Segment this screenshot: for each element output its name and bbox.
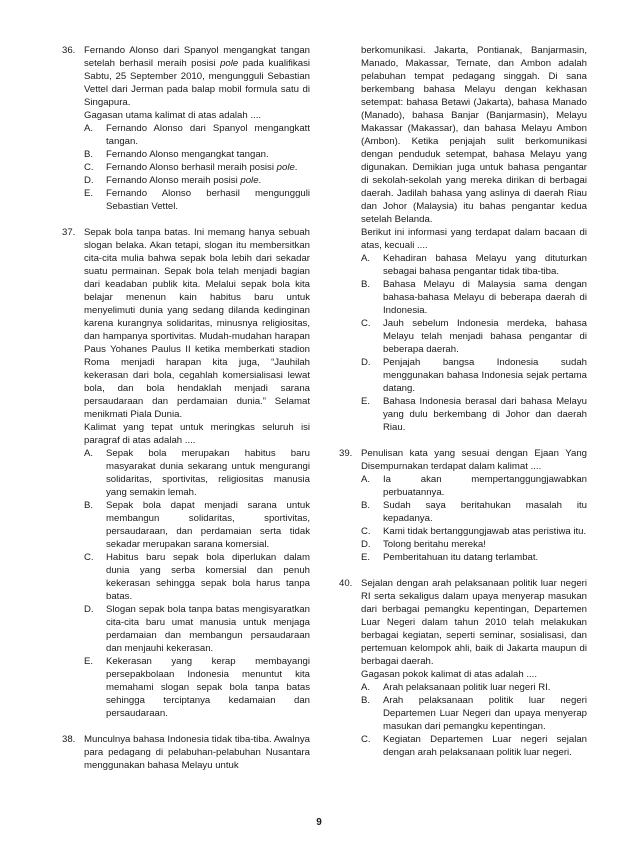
question-number: 39. (339, 448, 353, 459)
option-letter: D. (84, 604, 94, 615)
option-e (84, 655, 310, 720)
question-number: 36. (62, 45, 76, 56)
question-38 (62, 733, 310, 772)
option-text: Habitus baru sepak bola diperlukan dalam dunia yang serba komersial dan penuh kekerasan sehingga sepak bola harus tanpa batas. (106, 552, 310, 602)
option-d (84, 603, 310, 655)
italic-term: pole (220, 58, 239, 69)
option-text: Ia akan mempertanggungjawabkan perbuatannya. (383, 474, 587, 498)
option-text: Arah pelaksanaan politik luar negeri RI. (383, 682, 551, 693)
italic-term: pole (240, 175, 259, 186)
page-number: 9 (316, 817, 322, 828)
option-letter: B. (84, 149, 94, 160)
option-letter: E. (84, 188, 94, 199)
option-text: Fernando Alonso meraih posisi pole. (106, 175, 262, 186)
option-letter: B. (361, 500, 371, 511)
option-letter: B. (361, 695, 371, 706)
option-a (84, 122, 310, 148)
option-c (361, 317, 587, 356)
option-text: Pemberitahuan itu datang terlambat. (383, 552, 539, 563)
option-a (84, 447, 310, 499)
option-letter: C. (361, 526, 371, 537)
option-a (361, 681, 587, 694)
option-a (361, 473, 587, 499)
option-text: Kehadiran bahasa Melayu yang dituturkan sebagai bahasa pengantar tidak tiba-tiba. (383, 253, 587, 277)
option-text: Bahasa Indonesia berasal dari bahasa Melayu yang dulu berkembang di Johor dan daerah Riau. (383, 396, 587, 433)
option-letter: D. (84, 175, 94, 186)
option-d (361, 356, 587, 395)
option-letter: E. (361, 552, 371, 563)
option-d (84, 174, 310, 187)
question-40 (339, 577, 587, 759)
option-letter: C. (84, 552, 94, 563)
option-letter: A. (84, 448, 94, 459)
option-letter: B. (84, 500, 94, 511)
option-c (84, 551, 310, 603)
option-letter: A. (361, 474, 371, 485)
question-stem: Gagasan pokok kalimat di atas adalah .... (361, 669, 537, 680)
option-b (84, 148, 310, 161)
question-38-continued (339, 44, 587, 434)
option-text: Slogan sepak bola tanpa batas mengisyaratkan cita-cita baru umat manusia untuk menjaga perdamaian dan membangun persaudaraan dan menjauhi kekerasan. (106, 604, 310, 654)
question-text: Sejalan dengan arah pelaksanaan politik luar negeri RI serta sekaligus dalam upaya menyerap masukan dari berbagai pemangku kepentingan, Departemen Luar Negeri dalam tahun 2010 telah melakukan berbagai kegiatan, seperti seminar, sosialisasi, dan pertemuan kelompok ahli, baik di Jakarta maupun di berbagai daerah. (361, 578, 587, 667)
option-text: Sudah saya beritahukan masalah itu kepadanya. (383, 500, 587, 524)
option-letter: C. (361, 318, 371, 329)
option-letter: D. (361, 357, 371, 368)
question-text: berkomunikasi. Jakarta, Pontianak, Banjarmasin, Manado, Makassar, Ternate, dan Ambon adalah pelabuhan tempat pedagang singgah. Di sana berkembang bahasa Melayu dengan kekhasan setempat: bahasa Betawi (Jakarta), bahasa Manado (Manado), bahasa Banjar (Banjarmasin), Melayu Makassar (Makassar), dan bahasa Melayu Ambon (Ambon). Ketika penjajah sulit berkomunikasi dengan penduduk setempat, bahasa Melayu yang digunakan. Demikian juga untuk bahasa pengantar di sekolah-sekolah yang mereka dirikan di berbagai daerah. Jadilah bahasa yang aslinya di daerah Riau dan Johor (Malaysia) itu bahas pengantar kedua setelah Belanda. (361, 45, 587, 225)
option-letter: C. (361, 734, 371, 745)
option-letter: D. (361, 539, 371, 550)
question-39 (339, 447, 587, 564)
option-e (84, 187, 310, 213)
option-text: Tolong beritahu mereka! (383, 539, 486, 550)
option-text: Sepak bola merupakan habitus baru masyarakat dunia sekarang untuk mengurangi solidaritas, sportivitas, religiositas manusia yang semakin lemah. (106, 448, 310, 498)
option-d (361, 538, 587, 551)
italic-term: pole (276, 162, 295, 173)
option-letter: E. (84, 656, 94, 667)
option-letter: B. (361, 279, 371, 290)
option-text: Kami tidak bertanggungjawab atas peristiwa itu. (383, 526, 587, 537)
option-text: Jauh sebelum Indonesia merdeka, bahasa Melayu telah menjadi bahasa pengantar di beberapa daerah. (383, 318, 587, 355)
option-letter: E. (361, 396, 371, 407)
question-37 (62, 226, 310, 720)
option-c (361, 525, 587, 538)
question-text: Munculnya bahasa Indonesia tidak tiba-tiba. Awalnya para pedagang di pelabuhan-pelabuhan Nusantara menggunakan bahasa Melayu untuk (84, 734, 310, 771)
question-stem: Berikut ini informasi yang terdapat dalam bacaan di atas, kecuali .... (361, 227, 587, 251)
question-number: 38. (62, 734, 76, 745)
question-stem: Gagasan utama kalimat di atas adalah .... (84, 110, 262, 121)
option-b (361, 694, 587, 733)
option-c (361, 733, 587, 759)
option-letter: A. (84, 123, 94, 134)
option-b (361, 499, 587, 525)
left-column (62, 44, 310, 785)
option-text: Sepak bola dapat menjadi sarana untuk membangun solidaritas, sportivitas, persaudaraan, dan perdamaian serta tidak sekadar merupakan sarana komersial. (106, 500, 310, 550)
option-text: Fernando Alonso dari Spanyol mengangkatt tangan. (106, 123, 310, 147)
option-e (361, 551, 587, 564)
option-text: Kekerasan yang kerap membayangi persepakbolaan Indonesia menuntut kita memahami slogan sepak bola tanpa batas sehingga terciptanya kedamaian dan persaudaraan. (106, 656, 310, 719)
option-b (84, 499, 310, 551)
option-text: Bahasa Melayu di Malaysia sama dengan bahasa-bahasa Melayu di beberapa daerah di Indonesia. (383, 279, 587, 316)
option-letter: A. (361, 253, 371, 264)
option-b (361, 278, 587, 317)
option-text: Penjajah bangsa Indonesia sudah menggunakan bahasa Indonesia sejak pertama datang. (383, 357, 587, 394)
option-letter: C. (84, 162, 94, 173)
option-letter: A. (361, 682, 371, 693)
question-number: 37. (62, 227, 76, 238)
option-text: Fernando Alonso berhasil meraih posisi pole. (106, 162, 298, 173)
question-text: Penulisan kata yang sesuai dengan Ejaan Yang Disempurnakan terdapat dalam kalimat .... (361, 448, 587, 472)
option-a (361, 252, 587, 278)
option-text: Fernando Alonso mengangkat tangan. (106, 149, 269, 160)
question-stem: Kalimat yang tepat untuk meringkas seluruh isi paragraf di atas adalah .... (84, 422, 310, 446)
option-c (84, 161, 310, 174)
right-column (339, 44, 587, 772)
option-text: Arah pelaksanaan politik luar negeri Departemen Luar Negeri dan upaya menyerap masukan dari pemangku kepentingan. (383, 695, 587, 732)
option-text: Kegiatan Departemen Luar negeri sejalan dengan arah pelaksanaan politik luar negeri. (383, 734, 587, 758)
question-36 (62, 44, 310, 213)
question-text: Sepak bola tanpa batas. Ini memang hanya sebuah slogan belaka. Akan tetapi, slogan itu membersitkan cita-cita mulia bahwa sepak bola lebih dari sekadar suatu permainan. Sepak bola telah menjadi bagian dari keadaban publik kita. Melalui sepak bola kita belajar menenun kain habitus baru untuk menyelimuti dunia yang sedang dilanda kedinginan karena kurangnya solidaritas, minusnya religiositas, dan hampanya sportivitas. Mudah-mudahan harapan Paus Yohanes Paulus II ketika memberkati stadion Roma menjadi harapan kita juga, “Jauhilah kekerasan dari bola, cegahlah komersialisasi lewat bola, dan bola hendaklah menjadi sarana persaudaraan dan perdamaian dunia.” Selamat menikmati Piala Dunia. (84, 227, 310, 420)
option-e (361, 395, 587, 434)
question-number: 40. (339, 578, 353, 589)
option-text: Fernando Alonso berhasil mengungguli Sebastian Vettel. (106, 188, 310, 212)
question-text: Fernando Alonso dari Spanyol mengangkat tangan setelah berhasil meraih posisi pole pada kualifikasi Sabtu, 25 September 2010, mengungguli Sebastian Vettel dari Jerman pada balap mobil formula satu di Singapura. (84, 45, 310, 108)
